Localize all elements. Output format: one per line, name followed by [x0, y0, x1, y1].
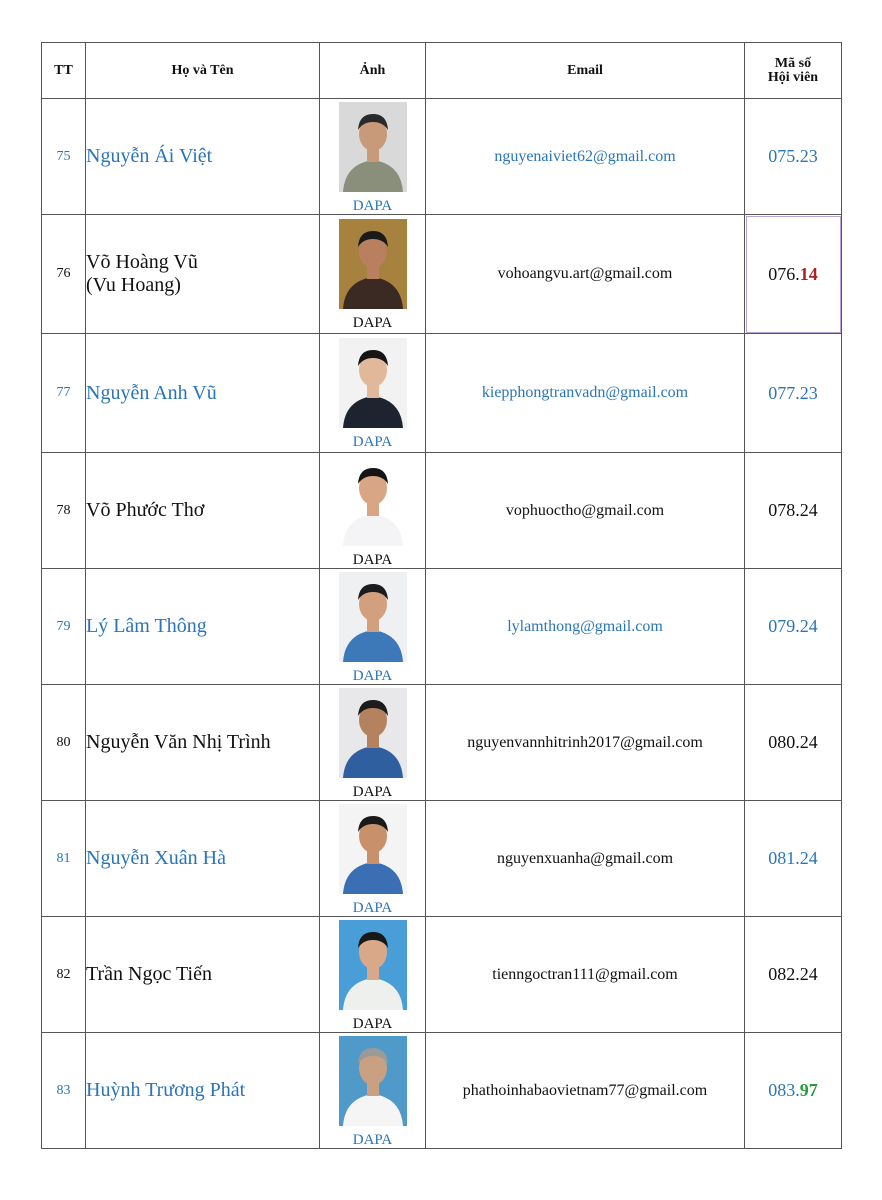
- member-photo: [339, 102, 407, 192]
- row-number: 81: [42, 801, 86, 917]
- portrait-icon: [339, 456, 407, 546]
- member-email[interactable]: nguyenxuanha@gmail.com: [426, 801, 745, 917]
- row-number: 83: [42, 1033, 86, 1149]
- member-photo: [339, 1036, 407, 1126]
- photo-caption: DAPA: [352, 783, 393, 800]
- member-code-suffix: 14: [799, 263, 818, 284]
- header-code-line1: Mã số: [774, 55, 812, 71]
- photo-cell: [320, 1033, 426, 1149]
- photo-caption: DAPA: [352, 667, 393, 684]
- member-name: Nguyễn Anh Vũ: [86, 381, 217, 404]
- table-row: [42, 99, 842, 215]
- member-code: [745, 453, 842, 569]
- member-email[interactable]: nguyenaiviet62@gmail.com: [426, 99, 745, 215]
- header-email: Email: [426, 43, 745, 99]
- photo-caption: DAPA: [352, 1131, 393, 1148]
- photo-cell: [320, 917, 426, 1033]
- member-code-main: 077.23: [768, 382, 818, 403]
- photo-cell: [320, 685, 426, 801]
- table-row: [42, 1033, 842, 1149]
- row-number: 80: [42, 685, 86, 801]
- member-name: Nguyễn Xuân Hà: [86, 847, 226, 869]
- member-code-suffix: 97: [799, 1080, 818, 1100]
- photo-caption: DAPA: [352, 434, 393, 450]
- member-name: Lý Lâm Thông: [86, 615, 207, 637]
- member-code-main: 078.24: [768, 500, 818, 520]
- member-code-main: 075.23: [768, 146, 818, 166]
- table-row: [42, 334, 842, 453]
- row-number: 82: [42, 917, 86, 1033]
- portrait-icon: [339, 1036, 407, 1126]
- portrait-icon: [339, 102, 407, 192]
- photo-cell: [320, 215, 426, 334]
- table-row: [42, 569, 842, 685]
- member-name: Trần Ngọc Tiến: [86, 963, 212, 985]
- member-name: Võ Hoàng Vũ: [86, 251, 198, 273]
- member-photo: [339, 219, 407, 309]
- header-code-line2: Hội viên: [767, 69, 819, 85]
- table-row: [42, 917, 842, 1033]
- member-name-cell: [86, 99, 320, 215]
- portrait-icon: [339, 338, 407, 428]
- member-name-cell: [86, 801, 320, 917]
- member-email[interactable]: vohoangvu.art@gmail.com: [426, 215, 745, 334]
- member-code: [745, 215, 842, 334]
- table-row: [42, 453, 842, 569]
- portrait-icon: [339, 219, 407, 309]
- member-email[interactable]: kiepphongtranvadn@gmail.com: [426, 334, 745, 453]
- member-email[interactable]: lylamthong@gmail.com: [426, 569, 745, 685]
- header-name: Họ và Tên: [86, 43, 320, 99]
- portrait-icon: [339, 572, 407, 662]
- photo-cell: [320, 801, 426, 917]
- member-photo: [339, 338, 407, 428]
- member-code: [745, 1033, 842, 1149]
- header-row: [42, 43, 842, 99]
- header-member-code: [745, 43, 842, 99]
- member-name: Nguyễn Văn Nhị Trình: [86, 731, 271, 753]
- member-name-cell: [86, 334, 320, 453]
- member-name-cell: [86, 685, 320, 801]
- row-number: 77: [42, 334, 86, 453]
- photo-cell: [320, 569, 426, 685]
- member-code: [745, 334, 842, 453]
- member-code: [745, 801, 842, 917]
- member-photo: [339, 572, 407, 662]
- member-name-cell: [86, 917, 320, 1033]
- members-table: [41, 42, 842, 1149]
- portrait-icon: [339, 688, 407, 778]
- member-photo: [339, 456, 407, 546]
- photo-caption: DAPA: [352, 315, 393, 331]
- member-name-cell: [86, 569, 320, 685]
- member-code: [745, 99, 842, 215]
- row-number: 75: [42, 99, 86, 215]
- row-number: 79: [42, 569, 86, 685]
- member-code: [745, 685, 842, 801]
- member-name-cell: [86, 1033, 320, 1149]
- member-email[interactable]: tienngoctran111@gmail.com: [426, 917, 745, 1033]
- member-name: Nguyễn Ái Việt: [86, 145, 213, 167]
- table-row: [42, 215, 842, 334]
- member-name-cell: [86, 453, 320, 569]
- row-number: 78: [42, 453, 86, 569]
- portrait-icon: [339, 804, 407, 894]
- photo-caption: DAPA: [352, 551, 393, 568]
- portrait-icon: [339, 920, 407, 1010]
- member-name: Võ Phước Thơ: [86, 499, 205, 521]
- member-code-main: 080.24: [768, 732, 818, 752]
- member-photo: [339, 920, 407, 1010]
- photo-caption: DAPA: [352, 197, 393, 214]
- table-row: [42, 685, 842, 801]
- header-photo: Ảnh: [320, 43, 426, 99]
- header-tt: TT: [42, 43, 86, 99]
- photo-cell: [320, 99, 426, 215]
- member-photo: [339, 804, 407, 894]
- member-email[interactable]: nguyenvannhitrinh2017@gmail.com: [426, 685, 745, 801]
- member-code-main: 081.24: [768, 848, 818, 868]
- photo-cell: [320, 453, 426, 569]
- member-code: [745, 569, 842, 685]
- table-row: [42, 801, 842, 917]
- row-number: 76: [42, 215, 86, 334]
- photo-caption: DAPA: [352, 1015, 393, 1032]
- photo-caption: DAPA: [352, 899, 393, 916]
- member-code-main: 079.24: [768, 616, 818, 636]
- member-code-main: 076.: [768, 263, 800, 284]
- member-email[interactable]: vophuoctho@gmail.com: [426, 453, 745, 569]
- photo-cell: [320, 334, 426, 453]
- member-name-cell: [86, 215, 320, 334]
- member-name-alt: (Vu Hoang): [86, 274, 181, 296]
- member-code-main: 082.24: [768, 964, 818, 984]
- member-email[interactable]: phathoinhabaovietnam77@gmail.com: [426, 1033, 745, 1149]
- member-code-main: 083.: [768, 1080, 800, 1100]
- member-photo: [339, 688, 407, 778]
- member-name: Huỳnh Trương Phát: [86, 1079, 246, 1101]
- member-code: [745, 917, 842, 1033]
